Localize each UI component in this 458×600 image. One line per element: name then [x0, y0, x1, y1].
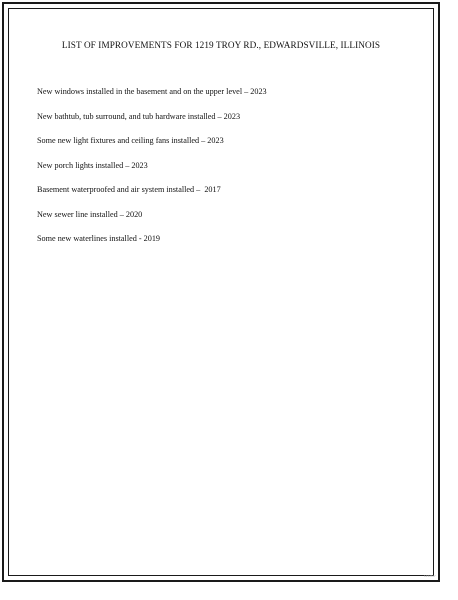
- improvements-list: [37, 87, 427, 259]
- improvement-item-light-fixtures: Some new light fixtures and ceiling fans installed – 2023: [37, 136, 224, 145]
- improvement-item-porch-lights: New porch lights installed – 2023: [37, 160, 148, 170]
- document-title: LIST OF IMPROVEMENTS FOR 1219 TROY RD., EDWARDSVILLE, ILLINOIS: [61, 40, 381, 50]
- improvement-item-sewer-line: New sewer line installed – 2020: [37, 209, 143, 219]
- improvement-item-bathtub: New bathtub, tub surround, and tub hardware installed – 2023: [37, 111, 241, 121]
- footer-mark: 1234567: [424, 574, 436, 578]
- improvement-item-windows: New windows installed in the basement and on the upper level – 2023: [37, 87, 267, 96]
- improvement-item-waterlines: Some new waterlines installed - 2019: [37, 234, 161, 243]
- improvement-item-waterproofing: Basement waterproofed and air system installed – 2017: [37, 185, 221, 194]
